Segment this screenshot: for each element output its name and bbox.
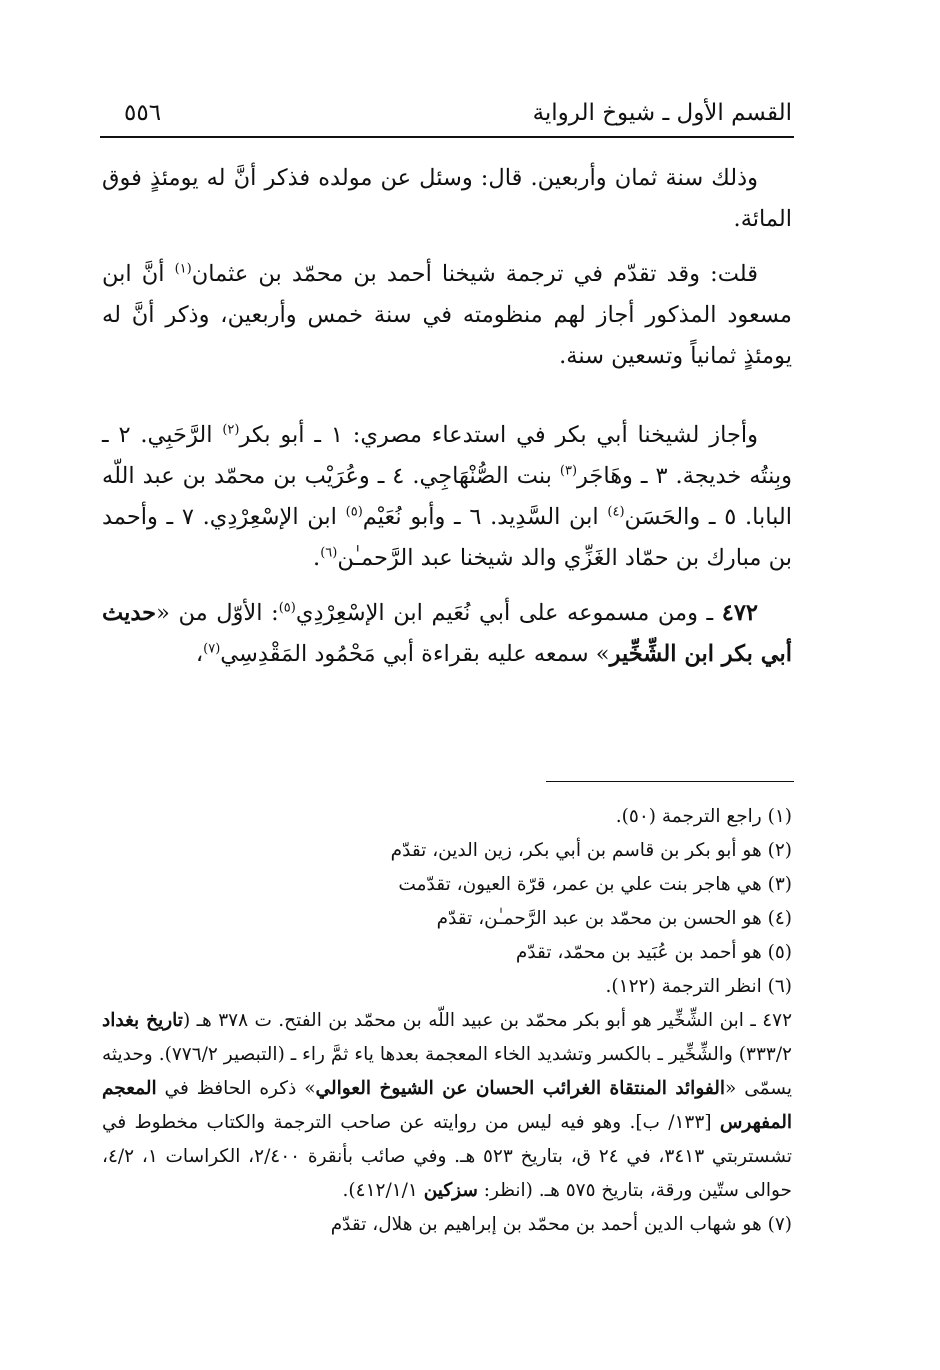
paragraph-1: وذلك سنة ثمان وأربعين. قال: وسئل عن مولده فذكر أنَّ له يومئذٍ فوق المائة. <box>102 165 792 232</box>
paragraph-3-text-a: وأجاز لشيخنا أبي بكر في استدعاء مصري: ١ ـ أبو بكر <box>239 422 758 448</box>
footnote-ref-5b[interactable]: (٥) <box>278 600 296 616</box>
entry-472 <box>102 593 792 675</box>
footnote-472-text-c: » ذكره الحافظ في <box>156 1078 316 1099</box>
entry-472-text-b: : الأوّل من « <box>156 600 279 626</box>
footnote-472-text-a: ٤٧٢ ـ ابن الشِّخِّير هو أبو بكر محمّد بن عبيد اللّه بن محمّد بن الفتح. ت ٣٧٨ هـ ( <box>182 1010 793 1031</box>
paragraph-3-text-c: بنت الصُّنْهَاجِي. ٤ ـ وعُرَيْب بن محمّد بن عبد اللّه البابا. ٥ ـ والحَسَن <box>102 463 793 530</box>
footnote-4: (٤) هو الحسن بن محمّد بن عبد الرَّحمـٰن، تقدّم <box>436 908 792 929</box>
footnote-472-text-b: ٣٣٣/٢) والشِّخِّير ـ بالكسر وتشديد الخاء المعجمة بعدها ياء ثمَّ راء ـ (التبصير ٧٧٦/٢). وحديثه يسمّى « <box>102 1044 792 1099</box>
footnotes <box>102 800 792 1242</box>
footnote-1: (١) راجع الترجمة (٥٠). <box>615 806 792 827</box>
hadith-title: حديث أبي بكر ابن الشِّخِّير <box>102 600 792 667</box>
footnote-ref-6[interactable]: (٦) <box>320 545 338 561</box>
source-fawaid: الفوائد المنتقاة الغرائب الحسان عن الشيوخ العوالي <box>315 1078 726 1099</box>
entry-number: ٤٧٢ <box>721 600 758 626</box>
paragraph-3-text-b: الرَّحَبِي. ٢ ـ وبِنتُه خديجة. ٣ ـ وهَاجَر <box>102 422 792 489</box>
footnote-2: (٢) هو أبو بكر بن قاسم بن أبي بكر، زين الدين، تقدّم <box>390 840 792 861</box>
footnote-separator <box>546 781 794 782</box>
paragraph-2 <box>102 254 792 377</box>
paragraph-3 <box>102 415 792 579</box>
running-header <box>100 96 794 138</box>
footnote-5: (٥) هو أحمد بن عُبَيد بن محمّد، تقدّم <box>515 942 792 963</box>
footnote-472-text-e: ٤١٢/١/١). <box>342 1180 424 1201</box>
footnote-6: (٦) انظر الترجمة (١٢٢). <box>605 976 792 997</box>
paragraph-3-text-e: ابن الإسْعِرْدِي. ٧ ـ وأحمد بن مبارك بن حمّاد الغَزِّي والد شيخنا عبد الرَّحمـٰن <box>102 504 792 571</box>
paragraph-3-text-f: . <box>313 545 321 571</box>
footnote-ref-2[interactable]: (٢) <box>222 422 240 438</box>
entry-472-text-a: ـ ومن مسموعه على أبي نُعَيم ابن الإسْعِرْدِي <box>295 600 722 626</box>
entry-472-text-c: » سمعه عليه بقراءة أبي مَحْمُود المَقْدِسِي <box>220 641 610 667</box>
section-title: القسم الأول ـ شيوخ الرواية <box>532 100 792 126</box>
footnote-ref-3[interactable]: (٣) <box>559 463 578 479</box>
footnote-472 <box>102 1004 792 1208</box>
paragraph-2-text-b: أنَّ ابن مسعود المذكور أجاز لهم منظومته في سنة خمس وأربعين، وذكر أنَّ له يومئذٍ ثمانياً وتسعين سنة. <box>102 261 792 369</box>
footnote-472-text-d: [١٣٣/ ب]. وهو فيه ليس من روايته عن صاحب الترجمة والكتاب مخطوط في تشستربتي ٣٤١٣، في ٢٤ ق، بتاريخ ٥٢٣ هـ. وفي صائب بأنقرة ٢/٤٠٠، الكراسات ١، ٤/٢، حوالى ستّين ورقة، بتاريخ ٥٧٥ هـ. (انظر: <box>102 1112 793 1201</box>
footnote-ref-4[interactable]: (٤) <box>607 504 625 520</box>
entry-472-text-d: ، <box>195 641 204 667</box>
page-number: ٥٥٦ <box>124 100 162 126</box>
source-mujam: المعجم المفهرس <box>102 1078 792 1133</box>
footnote-ref-7[interactable]: (٧) <box>203 641 221 657</box>
footnote-ref-5[interactable]: (٥) <box>345 504 363 520</box>
paragraph-3-text-d: ابن السَّدِيد. ٦ ـ وأبو نُعَيْم <box>362 504 608 530</box>
source-tarikh-baghdad: تاريخ بغداد <box>102 1010 183 1031</box>
footnote-7: (٧) هو شهاب الدين أحمد بن محمّد بن إبراهيم بن هلال، تقدّم <box>330 1214 792 1235</box>
paragraph-2-text-a: قلت: وقد تقدّم في ترجمة شيخنا أحمد بن محمّد بن عثمان <box>191 261 758 287</box>
footnote-ref-1[interactable]: (١) <box>174 261 192 277</box>
footnote-3: (٣) هي هاجر بنت علي بن عمر، قرّة العيون، تقدّمت <box>398 874 792 895</box>
main-text <box>102 158 792 675</box>
source-sezgin: سزكين <box>423 1180 478 1201</box>
